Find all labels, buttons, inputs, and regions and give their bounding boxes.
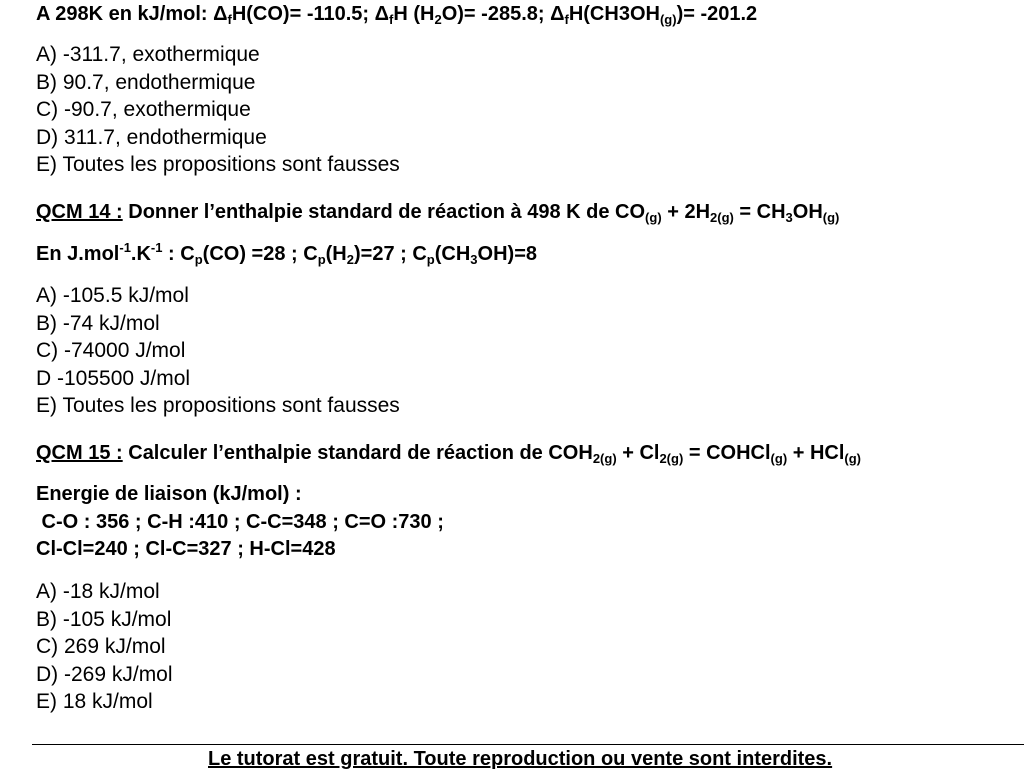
answer-option: C) 269 kJ/mol [36,635,166,659]
subscript: 3 [785,210,793,225]
bond-energy-line: C-O : 356 ; C-H :410 ; C-C=348 ; C=O :730 ; [36,510,444,533]
subscript: f [227,12,232,27]
text-segment: O)= -285.8; Δ [441,3,565,25]
qcm-14-options [36,282,400,420]
subscript: (g) [659,12,677,27]
subscript: 2(g) [710,210,734,225]
answer-option: A) -311.7, exothermique [36,43,260,66]
answer-option: B) 90.7, endothermique [36,70,256,94]
answer-option: E) 18 kJ/mol [36,690,153,714]
subscript: (g) [844,451,862,466]
subscript: (g) [645,210,662,225]
text-segment: H(CO)= -110.5; Δ [231,3,390,25]
answer-option: E) Toutes les propositions sont fausses [36,153,400,177]
text-segment: H (H [393,3,435,25]
text-segment: En J.mol [36,243,120,265]
text-segment: (CO) =28 ; C [202,243,318,265]
text-segment: (H [325,243,347,265]
answer-option: A) -105.5 kJ/mol [36,284,189,307]
qcm-14-label: QCM 14 : [36,201,123,223]
footer-divider [32,744,1024,745]
text-segment: H(CH3OH [568,3,660,25]
superscript: -1 [150,240,163,255]
subscript: 2(g) [592,451,617,466]
answer-option: C) -90.7, exothermique [36,98,251,122]
text-segment: OH [792,201,823,223]
answer-option: B) -105 kJ/mol [36,607,172,631]
qcm-15-options [36,578,173,716]
footer-notice: Le tutorat est gratuit. Toute reproduction ou vente sont interdites. [208,748,833,770]
subscript: 2(g) [659,451,684,466]
text-segment: : C [162,243,195,265]
subscript: (g) [822,210,840,225]
text-segment: .K [130,243,151,265]
text-segment: + HCl [787,442,845,464]
text-segment: OH)=8 [477,243,537,265]
subscript: 2 [434,12,442,27]
answer-option: B) -74 kJ/mol [36,311,160,335]
subscript: p [194,252,203,267]
text-segment: )= -201.2 [676,3,758,25]
text-segment: + 2H [661,201,711,223]
answer-option: E) Toutes les propositions sont fausses [36,394,400,418]
question-13-data-line [36,0,757,28]
qcm-14-title [36,198,839,226]
bond-energy-line: Cl-Cl=240 ; Cl-C=327 ; H-Cl=428 [36,538,336,561]
bond-energy-title: Energie de liaison (kJ/mol) : [36,483,302,505]
text-segment: )=27 ; C [353,243,427,265]
subscript: 3 [470,252,478,267]
answer-option: D) 311.7, endothermique [36,125,267,149]
question-13-options [36,41,400,179]
qcm-15-label: QCM 15 : [36,442,123,464]
answer-option: D) -269 kJ/mol [36,662,173,686]
answer-option: C) -74000 J/mol [36,339,186,363]
text-segment: A 298K en kJ/mol: Δ [36,3,228,25]
subscript: (g) [770,451,788,466]
subscript: p [317,252,326,267]
subscript: p [426,252,435,267]
subscript: 2 [346,252,354,267]
qcm-15-bond-energies [36,481,444,564]
subscript: f [564,12,569,27]
text-segment: + Cl [616,442,660,464]
text-segment: = CH [733,201,786,223]
answer-option: A) -18 kJ/mol [36,580,160,603]
answer-option: D -105500 J/mol [36,366,191,390]
text-segment: Donner l’enthalpie standard de réaction à 498 K de CO [122,201,646,223]
subscript: f [389,12,394,27]
superscript: -1 [119,240,131,255]
text-segment: Calculer l’enthalpie standard de réaction de COH [122,442,593,464]
text-segment: (CH [434,243,471,265]
text-segment: = COHCl [683,442,771,464]
qcm-15-title [36,439,861,467]
qcm-14-heat-capacities [36,240,537,268]
